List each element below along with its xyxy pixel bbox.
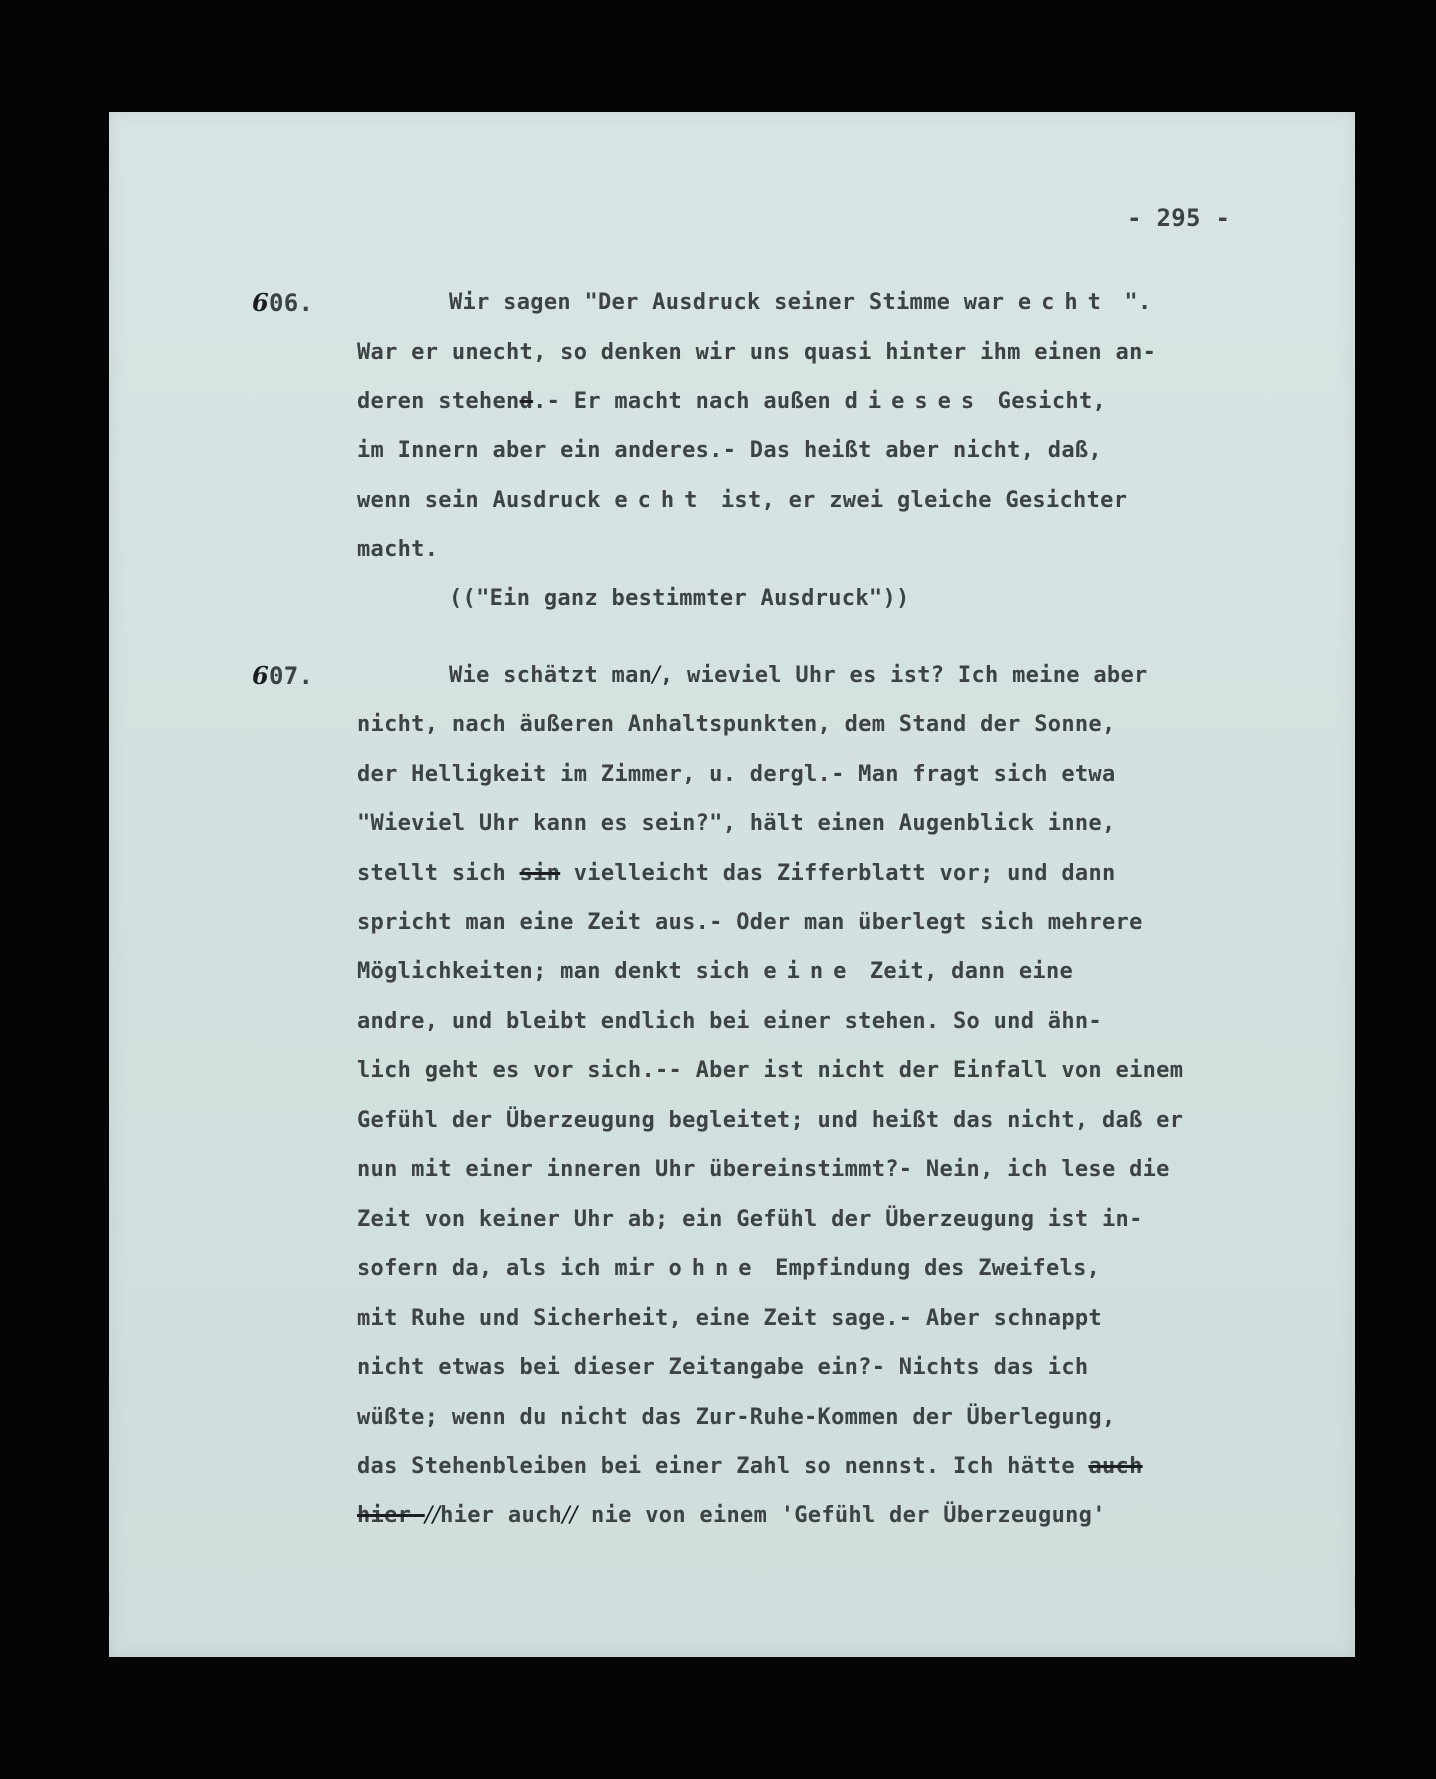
text-segment: nie von einem 'Gefühl der Überzeugung' bbox=[577, 1503, 1106, 1528]
struck-letter: d bbox=[519, 389, 534, 414]
entry-607-line-17 bbox=[357, 1454, 1143, 1479]
text-segment: Gesicht, bbox=[984, 389, 1107, 414]
entry-number-607 bbox=[252, 661, 313, 690]
text-segment: stellt sich bbox=[357, 861, 520, 886]
text-segment: hier auch bbox=[440, 1503, 563, 1528]
entry-606-line-7: (("Ein ganz bestimmter Ausdruck")) bbox=[449, 586, 910, 611]
text-segment: Wie schätzt man bbox=[449, 663, 653, 688]
entry-606-line-5 bbox=[357, 488, 1127, 513]
entry-606-line-3 bbox=[357, 389, 1106, 414]
entry-606-line-6: macht. bbox=[357, 537, 439, 562]
entry-607-line-2: nicht, nach äußeren Anhaltspunkten, dem Stand der Sonne, bbox=[357, 712, 1116, 737]
entry-607-line-16: wüßte; wenn du nicht das Zur-Ruhe-Kommen der Überlegung, bbox=[357, 1405, 1116, 1430]
struck-word: hier bbox=[357, 1503, 425, 1528]
text-segment: das Stehenbleiben bei einer Zahl so nennst. Ich hätte bbox=[357, 1454, 1089, 1479]
entry-607-line-8: andre, und bleibt endlich bei einer stehen. So und ähn- bbox=[357, 1009, 1102, 1034]
entry-607-line-18 bbox=[357, 1503, 1106, 1528]
handwritten-mark: / bbox=[652, 663, 660, 688]
spaced-emphasis: echt bbox=[614, 488, 708, 513]
text-segment: wenn sein Ausdruck bbox=[357, 488, 615, 513]
spaced-emphasis: echt bbox=[1017, 290, 1111, 315]
text-segment: , wieviel Uhr es ist? Ich meine aber bbox=[659, 663, 1148, 688]
handwritten-mark: // bbox=[424, 1503, 441, 1528]
entry-607-line-1 bbox=[449, 663, 1148, 688]
entry-607-line-5 bbox=[357, 861, 1116, 886]
text-segment: Zeit, dann eine bbox=[856, 959, 1074, 984]
handwritten-digit: 6 bbox=[252, 661, 269, 690]
struck-word: auch bbox=[1088, 1454, 1143, 1479]
entry-607-line-9: lich geht es vor sich.-- Aber ist nicht der Einfall von einem bbox=[357, 1058, 1184, 1083]
entry-607-line-10: Gefühl der Überzeugung begleitet; und heißt das nicht, daß er bbox=[357, 1108, 1184, 1133]
handwritten-digit: 6 bbox=[252, 288, 269, 317]
typed-digits: 07. bbox=[269, 662, 314, 690]
entry-607-line-15: nicht etwas bei dieser Zeitangabe ein?- Nichts das ich bbox=[357, 1355, 1089, 1380]
text-segment: Empfindung des Zweifels, bbox=[761, 1256, 1101, 1281]
entry-606-line-4: im Innern aber ein anderes.- Das heißt aber nicht, daß, bbox=[357, 438, 1102, 463]
text-segment: Möglichkeiten; man denkt sich bbox=[357, 959, 764, 984]
text-segment: ". bbox=[1110, 290, 1152, 315]
entry-607-line-3: der Helligkeit im Zimmer, u. dergl.- Man fragt sich etwa bbox=[357, 762, 1116, 787]
entry-607-line-7 bbox=[357, 959, 1073, 984]
spaced-emphasis: dieses bbox=[844, 389, 985, 414]
spaced-emphasis: eine bbox=[763, 959, 857, 984]
text-segment: sofern da, als ich mir bbox=[357, 1256, 669, 1281]
entry-607-line-4: "Wieviel Uhr kann es sein?", hält einen Augenblick inne, bbox=[357, 811, 1116, 836]
text-segment: Wir sagen "Der Ausdruck seiner Stimme war bbox=[449, 290, 1018, 315]
typed-digits: 06. bbox=[269, 289, 314, 317]
document-page bbox=[109, 112, 1355, 1657]
page-number: - 295 - bbox=[1127, 204, 1231, 232]
text-segment: deren stehen bbox=[357, 389, 520, 414]
entry-606-line-2: War er unecht, so denken wir uns quasi hinter ihm einen an- bbox=[357, 340, 1157, 365]
entry-607-line-6: spricht man eine Zeit aus.- Oder man überlegt sich mehrere bbox=[357, 910, 1143, 935]
entry-607-line-12: Zeit von keiner Uhr ab; ein Gefühl der Überzeugung ist in- bbox=[357, 1207, 1143, 1232]
spaced-emphasis: ohne bbox=[668, 1256, 762, 1281]
text-segment: vielleicht das Zifferblatt vor; und dann bbox=[560, 861, 1116, 886]
handwritten-mark: // bbox=[562, 1503, 578, 1528]
entry-number-606 bbox=[252, 288, 313, 317]
text-segment: ist, er zwei gleiche Gesichter bbox=[707, 488, 1128, 513]
entry-607-line-14: mit Ruhe und Sicherheit, eine Zeit sage.- Aber schnappt bbox=[357, 1306, 1102, 1331]
text-segment: .- Er macht nach außen bbox=[533, 389, 845, 414]
entry-607-line-11: nun mit einer inneren Uhr übereinstimmt?- Nein, ich lese die bbox=[357, 1157, 1170, 1182]
entry-606-line-1 bbox=[449, 290, 1152, 315]
struck-word: sin bbox=[519, 861, 561, 886]
entry-607-line-13 bbox=[357, 1256, 1100, 1281]
